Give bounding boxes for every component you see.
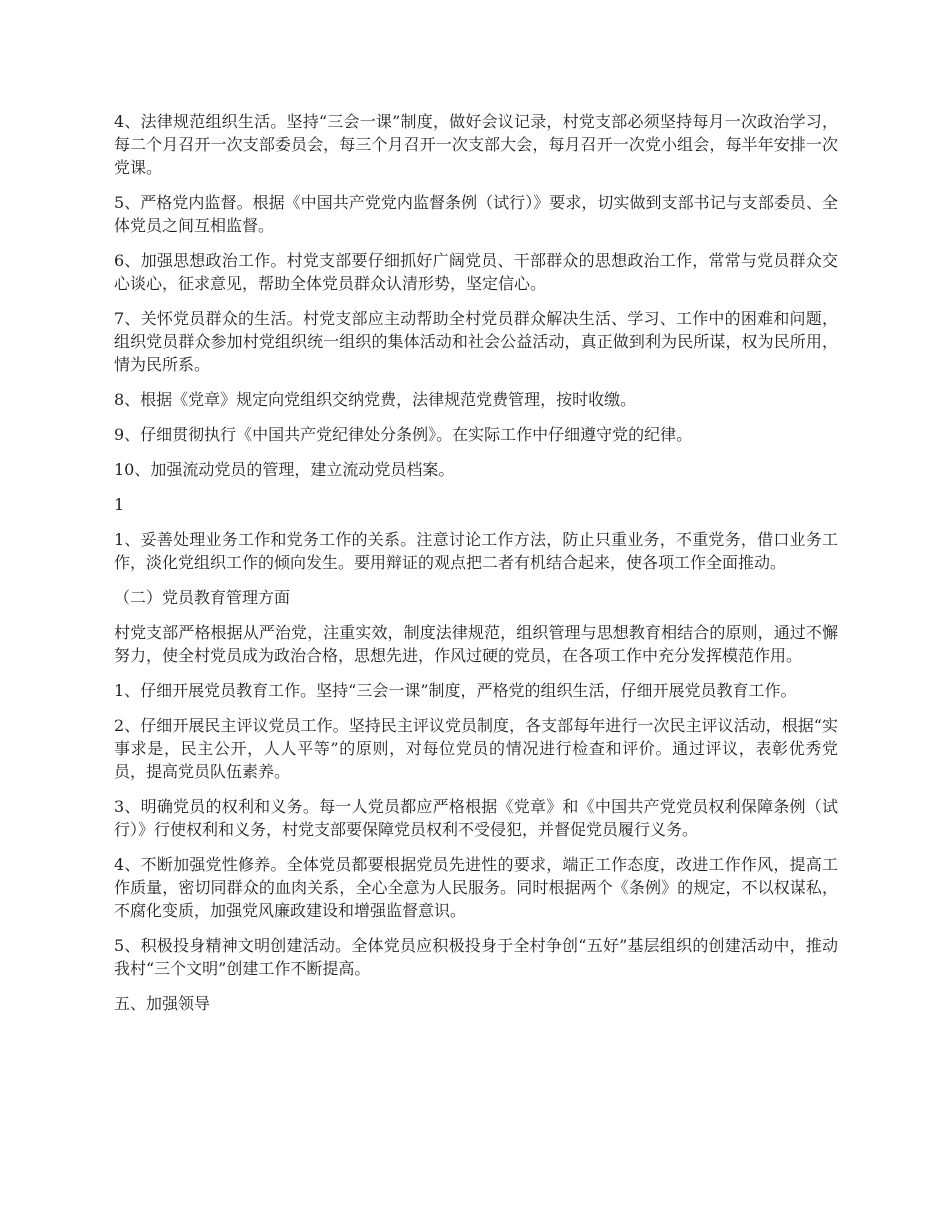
paragraph-internal-supervision: 5、严格党内监督。根据《中国共产党党内监督条例（试行）》要求，切实做到支部书记与支部委员、全体党员之间互相监督。 — [114, 193, 838, 235]
paragraph-strict-governance: 村党支部严格根据从严治党，注重实效，制度法律规范，组织管理与思想教育相结合的原则，通过不懈努力，使全村党员成为政治合格，思想先进，作风过硬的党员，在各项工作中充分发挥模范作用。 — [114, 623, 838, 665]
paragraph-care-for-members: 7、关怀党员群众的生活。村党支部应主动帮助全村党员群众解决生活、学习、工作中的困难和问题，组织党员群众参加村党组织统一组织的集体活动和社会公益活动，真正做到利为民所谋，权为民所用，情为民所系。 — [114, 309, 838, 374]
paragraph-democratic-evaluation: 2、仔细开展民主评议党员工作。坚持民主评议党员制度，各支部每年进行一次民主评议活动，根据“实事求是，民主公开，人人平等”的原则，对每位党员的情况进行检查和评价。通过评议，表彰优秀党员，提高党员队伍素养。 — [114, 716, 838, 781]
paragraph-discipline-regulations: 9、仔细贯彻执行《中国共产党纪律处分条例》。在实际工作中仔细遵守党的纪律。 — [114, 425, 693, 444]
paragraph-civilization-campaign: 5、积极投身精神文明创建活动。全体党员应积极投身于全村争创“五好”基层组织的创建活动中，推动我村“三个文明”创建工作不断提高。 — [114, 936, 838, 978]
paragraph-number-marker: 1 — [114, 495, 125, 514]
section-heading-strengthen-leadership: 五、加强领导 — [114, 994, 211, 1013]
paragraph-ideological-work: 6、加强思想政治工作。村党支部要仔细抓好广阔党员、干部群众的思想政治工作，常常与党员群众交心谈心，征求意见，帮助全体党员群众认清形势，坚定信心。 — [114, 251, 838, 293]
section-heading-member-education: （二）党员教育管理方面 — [114, 588, 291, 607]
paragraph-business-and-party-work: 1、妥善处理业务工作和党务工作的关系。注意讨论工作方法，防止只重业务，不重党务，借口业务工作，淡化党组织工作的倾向发生。要用辩证的观点把二者有机结合起来，使各项工作全面推动。 — [114, 530, 838, 572]
paragraph-regulate-organizational-life: 4、法律规范组织生活。坚持“三会一课”制度，做好会议记录，村党支部必须坚持每月一次政治学习，每二个月召开一次支部委员会，每三个月召开一次支部大会，每月召开一次党小组会，每半年安排一次党课。 — [114, 112, 838, 177]
paragraph-party-spirit: 4、不断加强党性修养。全体党员都要根据党员先进性的要求，端正工作态度，改进工作作风，提高工作质量，密切同群众的血肉关系，全心全意为人民服务。同时根据两个《条例》的规定，不以权谋私，不腐化变质，加强党风廉政建设和增强监督意识。 — [114, 855, 838, 920]
document-body — [114, 110, 838, 1027]
paragraph-mobile-members: 10、加强流动党员的管理，建立流动党员档案。 — [114, 460, 455, 479]
paragraph-member-education: 1、仔细开展党员教育工作。坚持“三会一课”制度，严格党的组织生活，仔细开展党员教育工作。 — [114, 681, 797, 700]
paragraph-party-dues: 8、根据《党章》规定向党组织交纳党费，法律规范党费管理，按时收缴。 — [114, 390, 637, 409]
paragraph-rights-and-duties: 3、明确党员的权利和义务。每一人党员都应严格根据《党章》和《中国共产党党员权利保障条例（试行）》行使权利和义务，村党支部要保障党员权利不受侵犯，并督促党员履行义务。 — [114, 797, 838, 839]
